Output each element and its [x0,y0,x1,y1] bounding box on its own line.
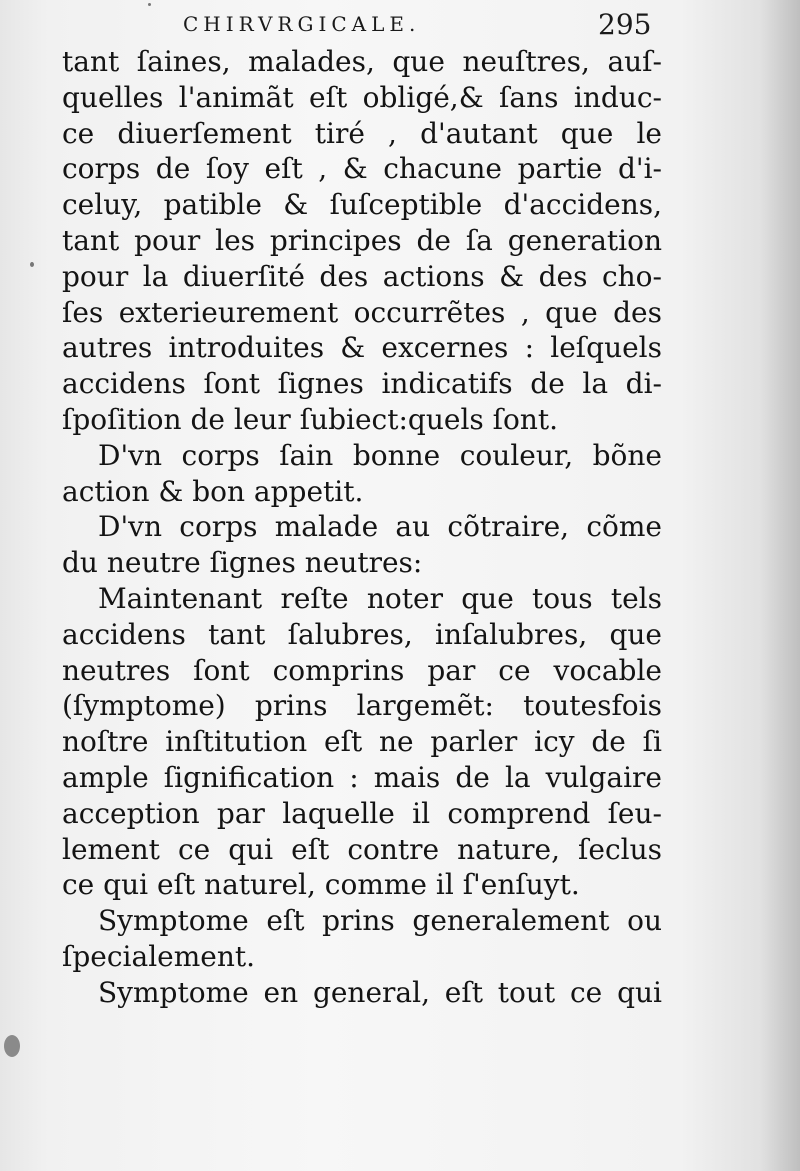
body-text [62,44,662,1011]
text-line: acception par laquelle il comprend ſeu- [62,796,662,830]
text-line: ce diuerſement tiré , d'autant que le [62,116,662,150]
ink-speck [4,1035,20,1057]
text-line: ſpoſition de leur ſubiect:quels ſont. [62,402,559,436]
text-line: D'vn corps malade au cõtraire, cõme [98,510,662,544]
text-line: neutres ſont comprins par ce vocable [62,653,662,687]
text-line: (ſymptome) prins largemẽt: toutesfois [62,689,662,723]
text-line: Symptome en general, eſt tout ce qui [98,975,662,1009]
text-line: ce qui eſt naturel, comme il ſ'enſuyt. [62,868,580,902]
text-line: Maintenant reſte noter que tous tels [98,581,662,615]
text-line: action & bon appetit. [62,474,364,508]
ink-speck [30,262,34,267]
text-line: autres introduites & excernes : leſquels [62,331,662,365]
text-line: ſes exterieurement occurrẽtes , que des [62,295,662,329]
text-line: pour la diuerſité des actions & des cho- [62,259,662,293]
text-line: Symptome eſt prins generalement ou [98,904,662,938]
page-number: 295 [598,8,652,41]
page-edge-shadow [760,0,800,1171]
running-head: CHIRVRGICALE. [183,12,421,36]
text-line: tant pour les principes de ſa generation [62,223,662,257]
text-line: accidens ſont ſignes indicatifs de la di- [62,367,662,401]
text-line: quelles l'animãt eſt obligé,& ſans induc- [62,80,662,114]
text-line: D'vn corps ſain bonne couleur, bõne [98,438,662,472]
text-line: tant ſaines, malades, que neuſtres, auſ- [62,45,662,78]
text-line: accidens tant ſalubres, inſalubres, que [62,617,662,651]
text-line: ample ſignification : mais de la vulgaire [62,760,662,794]
text-line: du neutre ſignes neutres: [62,546,423,580]
text-line: corps de ſoy eſt , & chacune partie d'i- [62,152,662,186]
text-line: ſpecialement. [62,939,256,973]
text-line: celuy, patible & ſuſceptible d'accidens, [62,188,662,222]
ink-speck [148,3,151,6]
text-line: lement ce qui eſt contre nature, ſeclus [62,832,662,866]
page-header [0,6,800,46]
text-line: noſtre inſtitution eſt ne parler icy de ſi [62,725,662,759]
